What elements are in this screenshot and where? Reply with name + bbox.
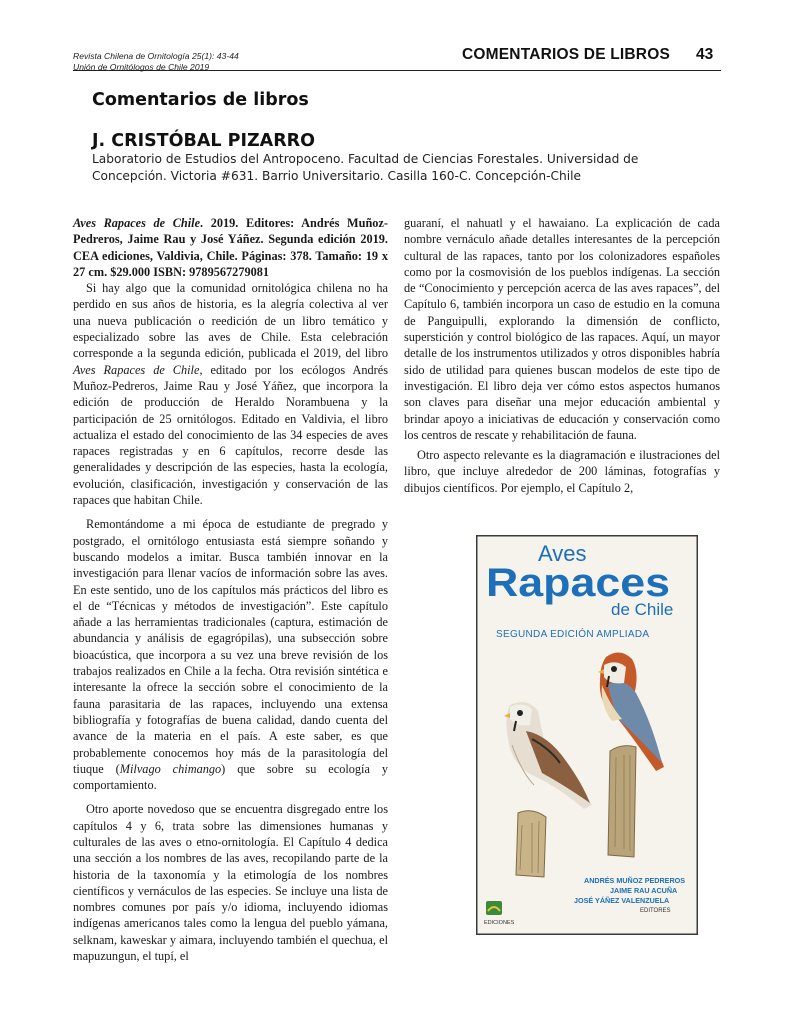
paragraph-2 — [73, 516, 388, 793]
cover-publisher: EDICIONES — [484, 920, 515, 926]
cover-editor-1: ANDRÉS MUÑOZ PEDREROS — [584, 876, 686, 885]
paragraph-4: Otro aspecto relevante es la diagramación e ilustraciones del libro, que incluye alrededor de 200 láminas, fotografías y dibujos científicos. Por ejemplo, el Capítulo 2, — [404, 448, 720, 495]
journal-line-2: Unión de Ornitólogos de Chile 2019 — [73, 61, 210, 72]
author-name: J. CRISTÓBAL PIZARRO — [92, 131, 316, 151]
cover-edition: SEGUNDA EDICIÓN AMPLIADA — [496, 629, 650, 640]
paragraph-2-text: Remontándome a mi época de estudiante de pregrado y postgrado, el ornitólogo entusiasta está siempre soñando y buscando modelos a imitar. Busca también innovar en la investigación para llenar vacíos de información sobre las aves. En este sentido, uno de los capítulos más prácticos del libro es el de “Técnicas y métodos de investigación”. Este capítulo añade a las herramientas tradicionales (captura, estimación de abundancia y análisis de egagrópilas), una subsección sobre bioacústica, que incorpora a su vez una breve revisión de los trabajos realizados en Chile a la fecha. Otra revisión sintética e interesante la ofrece la sección sobre el conocimiento de la fauna parasitaria de las rapaces, incluyendo una extensa bibliografía y fotografías de buena calidad, dando cuenta del avance de la materia en el país. A este saber, es que probablemente conocemos hoy más de la parasitología del tiuque ( — [73, 517, 388, 776]
cover-editor-3: JOSÉ YÁÑEZ VALENZUELA — [574, 896, 670, 905]
paragraph-1-rest: , editado por los ecólogos Andrés Muñoz-Pedreros, Jaime Rau y José Yáñez, que incorpora la edición de producción de Heraldo Norambuena y la participación de 25 ornitólogos. Editado en Valdivia, el libro actualiza el estado del conocimiento de las 34 especies de aves rapaces registradas y en 6 capítulos, recorre desde las generalidades y descripción de las especies, hasta la ecología, evolución, clasificación, investigación y conservación de las rapaces que habitan Chile. — [73, 362, 388, 508]
paragraph-2-italic: Milvago chimango — [119, 761, 222, 776]
cover-title-sub: de Chile — [611, 600, 674, 619]
cover-editor-2: JAIME RAU ACUÑA — [610, 886, 678, 895]
header-rule — [73, 70, 721, 71]
journal-citation — [73, 51, 239, 72]
paragraph-3: Otro aporte novedoso que se encuentra disgregado entre los capítulos 4 y 6, trata sobre las dimensiones humanas y culturales de las aves o etno-ornitología. El Capítulo 4 dedica una sección a los nombres de las aves, recopilando parte de la historia de la taxonomía y la etimología de los nombres científicos y vernáculos de las especies. Se incluye una lista de nombres comunes por país y/o idioma, incluyendo idiomas indígenas americanos tales como la lengua del pueblo yámana, selknam, kaweskar y aimara, incluyendo también el quechua, el mapuzungun, el tupí, el — [73, 802, 388, 964]
paragraph-2-rest: ) que sobre su ecología y comportamiento. — [73, 761, 389, 793]
book-details: . 2019. Editores: Andrés Muñoz-Pedreros, Jaime Rau y José Yáñez. Segunda edición 2019. CEA ediciones, Valdivia, Chile. Páginas: 378. Tamaño: 19 x 27 cm. $29.000 ISBN: 9789567279081 — [73, 216, 388, 279]
cover-title-small: Aves — [538, 541, 587, 566]
page-number: 43 — [696, 46, 714, 63]
paragraph-1-italic: Aves Rapaces de Chile — [73, 362, 200, 377]
journal-line-1: Revista Chilena de Ornitología 25(1): 43-44 — [73, 51, 239, 61]
cover-editors-label: EDITORES — [640, 908, 671, 914]
paragraph-1-text: Si hay algo que la comunidad ornitológica chilena no ha perdido en sus años de historia, es la alegría colectiva al ver una nueva publicación o reedición de un libro temático y especializado sobre las aves de Chile. Esta celebración corresponde a la segunda edición, publicada el 2019, del libro — [73, 281, 388, 361]
book-title: Aves Rapaces de Chile — [73, 216, 201, 230]
author-affiliation: Laboratorio de Estudios del Antropoceno. Facultad de Ciencias Forestales. Universidad de Concepción. Victoria #631. Barrio Universitario. Casilla 160-C. Concepción-Chile — [92, 152, 639, 183]
book-reference — [73, 215, 388, 280]
text-column-left — [73, 215, 388, 964]
section-title: COMENTARIOS DE LIBROS — [462, 46, 671, 63]
cover-publisher-logo — [486, 901, 502, 915]
book-cover-image — [476, 535, 698, 935]
paragraph-3-continued: guaraní, el nahuatl y el hawaiano. La explicación de cada nombre vernáculo añade detalles interesantes de la percepción cultural de las rapaces, tanto por los colonizadores españoles como por la cosmovisión de los pueblos indígenas. La sección de “Conocimiento y percepción acerca de las aves rapaces”, del Capítulo 6, también incorpora un caso de estudio en la comuna de Panguipulli, explorando la dimensión de conflicto, superstición y control biológico de las rapaces. Aquí, un mayor detalle de los instrumentos utilizados y otros disponibles habría sido de utilidad para quienes buscan modelos de este tipo de investigación. El libro deja ver cómo estos aspectos humanos son claves para diseñar una mejor educación ambiental y brindar apoyo a iniciativas de educación y conservación como los centros de rescate y rehabilitación de fauna. — [404, 216, 720, 442]
article-heading: Comentarios de libros — [92, 90, 309, 110]
cover-title-big: Rapaces — [486, 561, 670, 605]
paragraph-1 — [73, 280, 388, 508]
text-column-right — [404, 215, 720, 496]
